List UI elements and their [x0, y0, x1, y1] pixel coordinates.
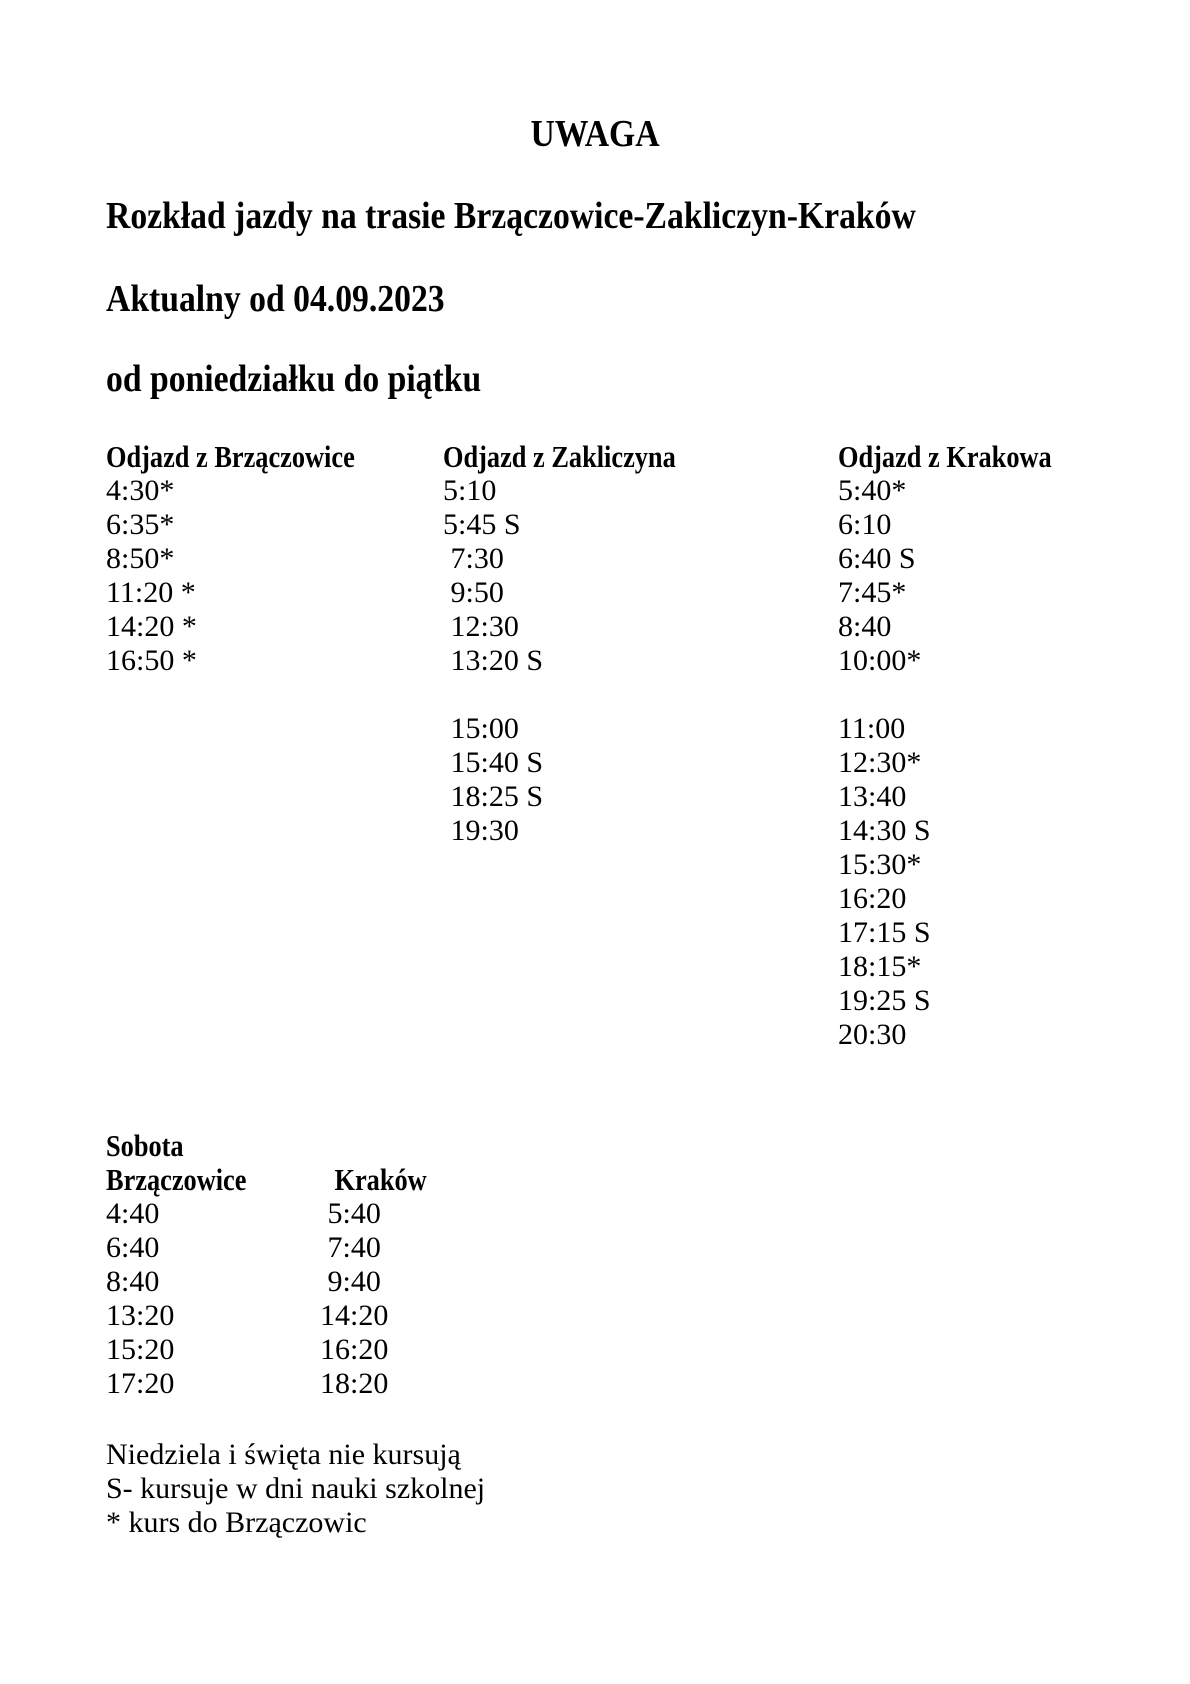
- time-cell: 15:30*: [838, 848, 922, 881]
- times-list-brzaczowice: [106, 474, 399, 678]
- time-cell: 5:40*: [838, 474, 907, 507]
- time-cell: 18:25 S: [443, 780, 544, 813]
- time-cell: 15:40 S: [443, 746, 544, 779]
- time-cell: 4:40: [106, 1197, 160, 1230]
- saturday-header-krakow: Kraków: [334, 1162, 427, 1197]
- time-cell: 7:30: [443, 542, 504, 575]
- time-cell: [838, 678, 1089, 712]
- time-cell: 18:20: [320, 1367, 389, 1400]
- time-cell: 5:45 S: [443, 508, 521, 541]
- valid-from-heading: Aktualny od 04.09.2023: [106, 278, 445, 320]
- time-cell: 8:40: [106, 1265, 160, 1298]
- footnote-line: * kurs do Brzączowic: [106, 1506, 367, 1539]
- time-cell: 20:30: [838, 1018, 907, 1051]
- time-cell: [443, 678, 717, 712]
- footnote-line: Niedziela i święta nie kursują: [106, 1438, 461, 1471]
- time-cell: 12:30: [443, 610, 519, 643]
- time-cell: 12:30*: [838, 746, 922, 779]
- time-cell: 6:35*: [106, 508, 175, 541]
- time-cell: 6:40: [106, 1231, 160, 1264]
- saturday-times-brzaczowice: [106, 1197, 271, 1401]
- times-list-krakow: [838, 474, 1089, 1052]
- time-cell: 13:20 S: [443, 644, 544, 677]
- time-cell: 11:20 *: [106, 576, 196, 609]
- time-cell: 14:30 S: [838, 814, 931, 847]
- time-cell: 8:50*: [106, 542, 175, 575]
- column-header-brzaczowice: Odjazd z Brzączowice: [106, 439, 355, 474]
- time-cell: 17:20: [106, 1367, 175, 1400]
- time-cell: 11:00: [838, 712, 906, 745]
- time-cell: 18:15*: [838, 950, 922, 983]
- column-header-zakliczyn: Odjazd z Zakliczyna: [443, 439, 676, 474]
- saturday-column-brzaczowice: [106, 1163, 271, 1401]
- time-cell: 9:50: [443, 576, 504, 609]
- saturday-times-krakow: [320, 1197, 446, 1401]
- weekday-section-heading: od poniedziałku do piątku: [106, 358, 482, 400]
- times-list-zakliczyn: [443, 474, 717, 848]
- footnote-line: S- kursuje w dni nauki szkolnej: [106, 1472, 486, 1505]
- time-cell: 17:15 S: [838, 916, 931, 949]
- time-cell: 9:40: [320, 1265, 381, 1298]
- route-heading: Rozkład jazdy na trasie Brzączowice-Zakliczyn-Kraków: [106, 195, 916, 237]
- time-cell: 14:20 *: [106, 610, 197, 643]
- time-cell: 13:40: [838, 780, 907, 813]
- time-cell: 19:30: [443, 814, 519, 847]
- time-cell: 7:45*: [838, 576, 907, 609]
- time-cell: 7:40: [320, 1231, 381, 1264]
- weekday-column-brzaczowice: [106, 440, 399, 678]
- time-cell: 16:20: [838, 882, 907, 915]
- time-cell: 14:20: [320, 1299, 389, 1332]
- time-cell: 16:20: [320, 1333, 389, 1366]
- time-cell: 8:40: [838, 610, 892, 643]
- page-title: UWAGA: [530, 113, 660, 155]
- time-cell: 19:25 S: [838, 984, 931, 1017]
- weekday-column-zakliczyn: [443, 440, 717, 848]
- time-cell: 4:30*: [106, 474, 175, 507]
- weekday-column-krakow: [838, 440, 1089, 1052]
- time-cell: 5:40: [320, 1197, 381, 1230]
- footnotes: [106, 1438, 485, 1540]
- time-cell: 13:20: [106, 1299, 175, 1332]
- time-cell: 5:10: [443, 474, 497, 507]
- saturday-column-krakow: [320, 1163, 446, 1401]
- saturday-header-brzaczowice: Brzączowice: [106, 1162, 247, 1197]
- time-cell: 15:20: [106, 1333, 175, 1366]
- time-cell: 15:00: [443, 712, 519, 745]
- time-cell: 10:00*: [838, 644, 922, 677]
- column-header-krakow: Odjazd z Krakowa: [838, 439, 1052, 474]
- time-cell: 6:10: [838, 508, 892, 541]
- time-cell: 16:50 *: [106, 644, 197, 677]
- time-cell: 6:40 S: [838, 542, 916, 575]
- saturday-section-heading: Sobota: [106, 1128, 184, 1163]
